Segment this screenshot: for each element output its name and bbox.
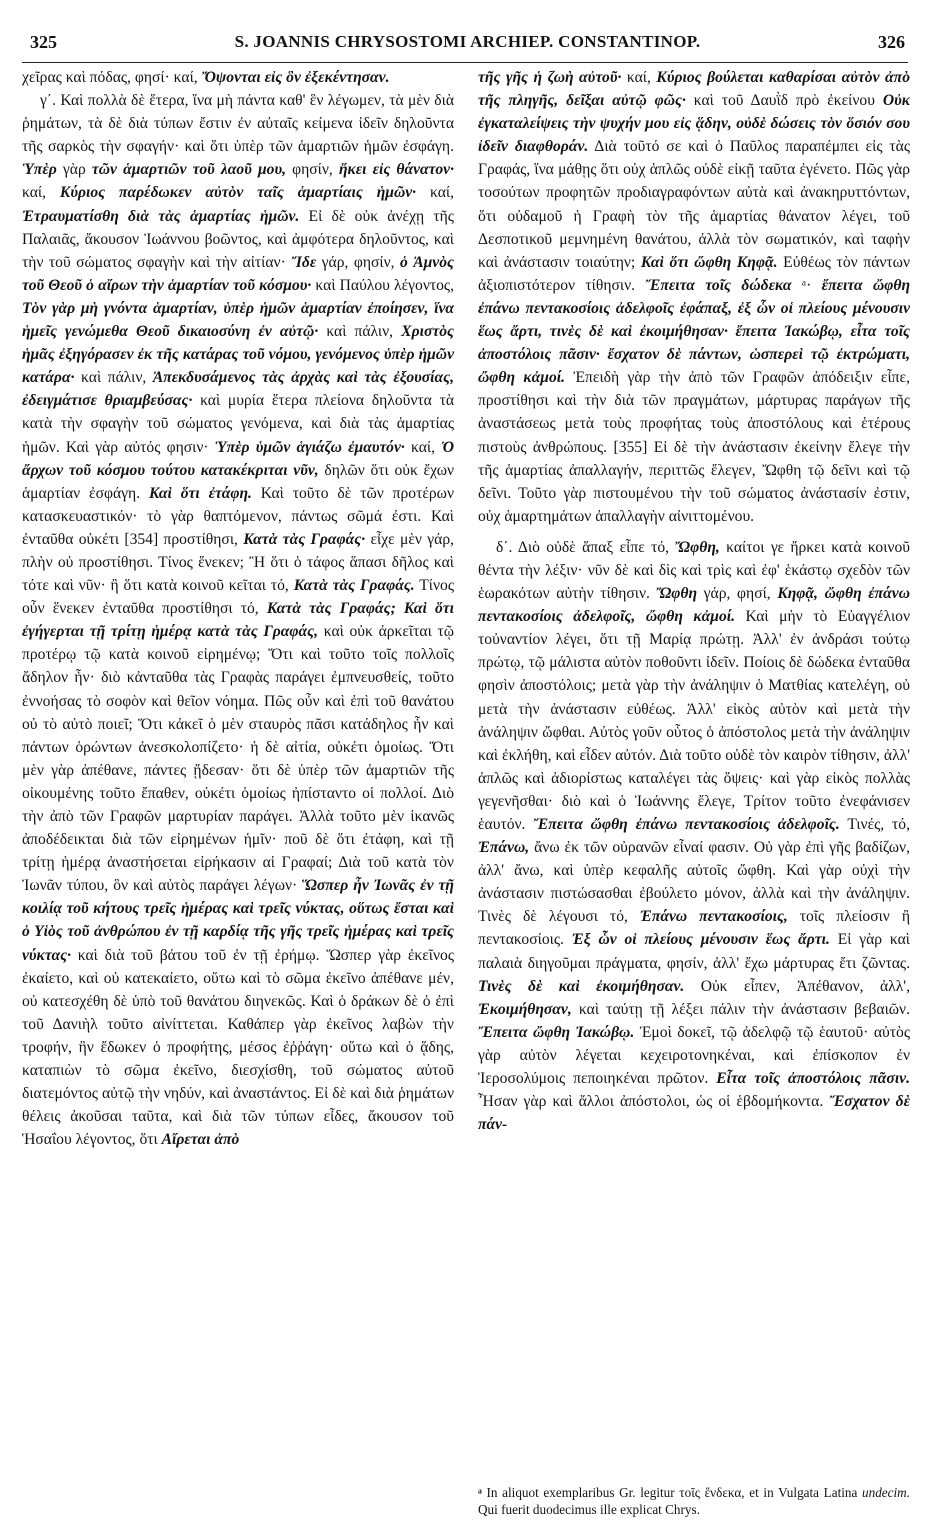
text-run: καὶ πάλιν, <box>318 323 402 341</box>
italic-quotation: Χριστὸς ἡμᾶς ἐξηγόρασεν ἐκ τῆς κατάρας τοῦ νόμου, γενόμενος ὑπὲρ ἡμῶν κατάρα· <box>22 323 454 387</box>
italic-quotation: Κατὰ τὰς Γραφάς; Καὶ ὅτι ἐγήγερται τῇ τρίτῃ ἡμέρᾳ κατὰ τὰς Γραφάς, <box>22 600 454 641</box>
text-run: Καὶ μὴν τὸ Εὐαγγέλιον τοὐναντίον λέγει, ὅτι τῇ Μαρίᾳ πρώτῃ. Ἀλλ' ἐν ἀνδράσι τούτῳ πρώτῳ, τῷ μάλιστα αὐτὸν ποθοῦντι ἰδεῖν. Ποίοις δὲ δώδεκα ἐνταῦθα φησὶν ἀποστόλοις; μετὰ γὰρ τὴν ἀνάληψιν ὁ Ματθίας κατελέγη, οὐ μετὰ τὴν ἀνάστασιν εὐθέως. Ἀλλ' εἰκὸς αὐτὸν καὶ μετὰ τὴν ἀνάληψιν ὤφθαι. Αὐτὸς γοῦν οὗτος ὁ ἀπόστολος μετὰ τὴν ἀνάληψιν καὶ ἐκλήθη, καὶ εἶδεν αὐτόν. Διὰ τοῦτο οὐδὲ τὸν καιρὸν τίθησιν, ἀλλ' ἁπλῶς καὶ ἀδιορίστως καταλέγει τὰς ὄψεις· καὶ γὰρ εἰκὸς πολλὰς γεγενῆσθαι· διὸ καὶ ὁ Ἰωάννης ἔλεγε, Τρίτον τοῦτο ἐνεφάνισεν ἑαυτόν. <box>478 608 910 833</box>
italic-quotation: Ὥσπερ ἦν Ἰωνᾶς ἐν τῇ κοιλίᾳ τοῦ κήτους τρεῖς ἡμέρας καὶ τρεῖς νύκτας, οὕτως ἔσται καὶ ὁ Υἱὸς τοῦ ἀνθρώπου ἐν τῇ καρδίᾳ τῆς γῆς τρεῖς ἡμέρας καὶ τρεῖς νύκτας· <box>22 877 454 964</box>
italic-quotation: Ἔπειτα ὤφθη ἐπάνω πεντακοσίοις ἀδελφοῖς. <box>533 816 840 833</box>
text-run: In aliquot exemplaribus Gr. legitur τοῖς ἕνδεκα, et in Vulgata Latina <box>481 1485 863 1500</box>
text-run: δ΄. Διὸ οὐδὲ ἅπαξ εἶπε τό, <box>496 538 676 556</box>
text-run: καίτοι γε ἤρκει κατὰ κοινοῦ θέντα τὴν λέξιν· νῦν δὲ καὶ δὶς καὶ τρὶς καὶ ἐφ' ἑκάστῳ σχεδὸν τῶν ἑωρακότων αὐτὴν τίθησιν. <box>478 538 910 603</box>
right-column <box>478 66 910 1476</box>
page-number-right: 326 <box>878 32 905 52</box>
paragraph <box>478 66 910 528</box>
text-run: γ΄. Καὶ πολλὰ δὲ ἕτερα, ἵνα μὴ πάντα καθ' ἓν λέγωμεν, τὰ μὲν διὰ ῥημάτων, τὰ δὲ διὰ τύπων ἔστιν ἐν αὐταῖς κείμενα ἰδεῖν δηλοῦντα τῆς σαρκὸς τὴν σφαγήν· καὶ ὅτι ὑπὲρ τῶν ἁμαρτιῶν ἡμῶν ἐσφάγη. <box>22 92 454 156</box>
text-run: Ἦσαν γὰρ καὶ ἄλλοι ἀπόστολοι, ὡς οἱ ἑβδομήκοντα. <box>478 1093 830 1111</box>
text-run: γὰρ <box>56 161 92 179</box>
text-run: καὶ μυρία ἕτερα πλείονα δηλοῦντα τὰ κατὰ τὴν σφαγὴν τοῦ σώματος γενόμενα, καὶ διὰ τὰς ἁμαρτίας ἡμῶν. Καὶ γὰρ αὐτός φησιν· <box>22 392 454 456</box>
running-header <box>30 32 905 60</box>
text-run: καὶ τοῦ Δαυῒδ πρὸ ἐκείνου <box>685 92 883 110</box>
text-run: γάρ, φησί, <box>697 585 778 603</box>
text-run: Ἐμοὶ δοκεῖ, τῷ ἀδελφῷ τῷ ἑαυτοῦ· αὐτὸς γὰρ αὐτὸν λέγεται κεχειροτονηκέναι, καὶ ἐπίσκοπον ἐν Ἱεροσολύμοις πεποιηκέναι πρῶτον. <box>478 1023 910 1088</box>
italic-quotation: Ὤφθη, <box>675 538 720 556</box>
text-run: Τινές, τό, <box>839 816 910 833</box>
text-run: καὶ πάλιν, <box>74 369 153 387</box>
text-run: Τίνος οὖν ἕνεκεν ἐνταῦθα προστίθησι τό, <box>22 577 454 618</box>
paragraph <box>22 66 454 89</box>
text-run: Διὰ τοῦτό σε καὶ ὁ Παῦλος παραπέμπει εἰς τὰς Γραφάς, ἵνα μάθῃς ὅτι οὐχ ἁπλῶς οὐδὲ εἰκῇ ταῦτα ἐγένετο. Πῶς γὰρ τοσούτων προφητῶν προδιαγραφόντων αὐτὰ καὶ ἀνακηρυττόντων, ὅτι οὐδαμοῦ ἡ Γραφὴ τὸν τῆς ἁμαρτίας θάνατον λέγει, τοῦ Δεσποτικοῦ μεμνημένη θανάτου, ἀλλὰ τὸν σωματικόν, καὶ ταφὴν καὶ ἀνάστασιν τοιαύτην; <box>478 138 910 271</box>
italic-quotation: Ἐκοιμήθησαν, <box>478 1000 572 1018</box>
italic-quotation: Ὄψονται εἰς ὃν ἐξεκέντησαν. <box>201 69 390 86</box>
italic-quotation: ἔπειτα ὤφθη ἐπάνω πεντακοσίοις ἀδελφοῖς ἐφάπαξ, ἐξ ὧν οἱ πλείους μένουσιν ἕως ἄρτι, τινὲς δὲ καὶ ἐκοιμήθησαν· ἔπειτα Ἰακώβῳ, εἶτα τοῖς ἀποστόλοις πᾶσιν· ἔσχατον δὲ πάντων, ὡσπερεὶ τῷ ἐκτρώματι, ὤφθη κἀμοί. <box>478 276 910 387</box>
italic-quotation: Ἐπάνω, <box>478 839 530 857</box>
italic-quotation: Ἐπάνω πεντακοσίοις, <box>639 908 788 926</box>
paragraph <box>478 536 910 1136</box>
italic-quotation: Εἶτα τοῖς ἀποστόλοις πᾶσιν. <box>716 1070 910 1088</box>
italic-quotation: Ἀπεκδυσάμενος τὰς ἀρχὰς καὶ τὰς ἐξουσίας, ἐδειγμάτισε θριαμβεύσας· <box>22 369 454 410</box>
text-run: καί, <box>621 69 657 86</box>
italic-quotation: Ὁ ἄρχων τοῦ κόσμου τούτου κατακέκριται νῦν, <box>22 438 454 479</box>
italic-quotation: Αἴρεται ἀπὸ <box>161 1131 240 1149</box>
text-run: φησίν, <box>286 161 339 179</box>
text-run: ᵃ· <box>791 276 822 294</box>
text-run: ἄνω ἐκ τῶν οὐρανῶν εἶναί φασιν. Οὐ γὰρ ἐπὶ γῆς βαδίζων, ἀλλ' ἄνω, καὶ ὑπὲρ κεφαλῆς αὐτοῖς ὤφθη. Καὶ γὰρ οὐχὶ τὴν ἀνάστασιν πιστώσασθαι ἐβούλετο μόνον, ἀλλὰ καὶ τὴν ἀνάληψιν. Τινὲς δὲ λέγουσι τό, <box>478 839 910 926</box>
italic-quotation: Ἴδε <box>291 253 317 271</box>
paragraph <box>22 89 454 1151</box>
text-run: Qui fuerit duodecimus ille explicat Chrys. <box>478 1502 700 1517</box>
left-column <box>22 66 454 1476</box>
italic-quotation: ὁ Ἀμνὸς τοῦ Θεοῦ ὁ αἴρων τὴν ἁμαρτίαν τοῦ κόσμου· <box>22 253 454 294</box>
text-run: καί, <box>22 184 60 202</box>
text-run: καὶ ταύτῃ τῇ λέξει πάλιν τὴν ἀνάστασιν βεβαιῶν. <box>571 1000 910 1018</box>
italic-quotation: Κηφᾷ, ὤφθη ἐπάνω πεντακοσίοις ἀδελφοῖς, ὤφθη κἀμοί. <box>478 585 910 626</box>
text-run: καί, <box>416 184 454 202</box>
italic-quotation: Τὸν γὰρ μὴ γνόντα ἁμαρτίαν, ὑπὲρ ἡμῶν ἁμαρτίαν ἐποίησεν, ἵνα ἡμεῖς γενώμεθα Θεοῦ δικαιοσύνη ἐν αὐτῷ· <box>22 299 454 341</box>
italic-quotation: undecim. <box>862 1485 910 1500</box>
italic-quotation: Κατὰ τὰς Γραφάς. <box>293 577 415 595</box>
italic-quotation: Κύριος βούλεται καθαρίσαι αὐτὸν ἀπὸ τῆς πληγῆς, δεῖξαι αὐτῷ φῶς· <box>478 69 910 110</box>
page-number-left: 325 <box>30 32 57 52</box>
italic-quotation: Κατὰ τὰς Γραφάς· <box>243 530 366 548</box>
text-run: δηλῶν ὅτι οὐκ ἔχων ἁμαρτίαν ἐσφάγη. <box>22 461 454 502</box>
italic-quotation: Ἐτραυματίσθη διὰ τὰς ἁμαρτίας ἡμῶν. <box>22 207 300 225</box>
text-run: Καὶ τοῦτο δὲ τῶν προτέρων κατασκευαστικόν· τὸ γὰρ θαπτόμενον, πάντως σῶμά ἐστι. Καὶ ἐνταῦθα οὐκέτι [354] προστίθησι, <box>22 484 454 548</box>
text-run: καί, <box>404 438 442 456</box>
italic-quotation: Οὐκ ἐγκαταλείψεις τὴν ψυχήν μου εἰς ᾅδην, οὐδὲ δώσεις τὸν ὅσιόν σου ἰδεῖν διαφθοράν. <box>478 92 910 156</box>
italic-quotation: Καὶ ὅτι ἐτάφη. <box>148 484 252 502</box>
text-run: εἶχε μὲν γάρ, πλὴν οὐ προστίθησι. Τίνος ἕνεκεν; Ἢ ὅτι ὁ τάφος ἅπασι δῆλος καὶ τότε καὶ νῦν· ἢ ὅτι κατὰ κοινοῦ κεῖται τό, <box>22 530 454 595</box>
footnote-marker: ᵃ <box>478 1485 482 1500</box>
text-run: γάρ, φησίν, <box>316 253 400 271</box>
italic-quotation: Κύριος παρέδωκεν αὐτὸν ταῖς ἁμαρτίαις ἡμῶν· <box>59 184 417 202</box>
text-run: Οὐκ εἶπεν, Ἀπέθανον, ἀλλ', <box>684 977 910 995</box>
italic-quotation: ἥκει εἰς θάνατον· <box>338 161 454 179</box>
footnote <box>478 1484 910 1518</box>
header-rule <box>22 62 908 63</box>
italic-quotation: Ὑπὲρ ὑμῶν ἁγιάζω ἐμαυτόν· <box>214 438 405 456</box>
italic-quotation: Ἔπειτα τοῖς δώδεκα <box>645 276 792 294</box>
text-run: Εὐθέως τὸν πάντων ἀξιοπιστότερον τίθησιν. <box>478 253 910 294</box>
text-run: καὶ διὰ τοῦ βάτου τοῦ ἐν τῇ ἐρήμῳ. Ὥσπερ γὰρ ἐκεῖνος ἐκαίετο, καὶ οὐ κατεκαίετο, οὕτω καὶ τὸ σῶμα ἐκεῖνο ἀπέθανε μέν, οὐ κατεσχέθη δὲ ὑπὸ τοῦ θανάτου διηνεκῶς. Καὶ ὁ δράκων δὲ ὁ ἐπὶ τοῦ Δανιὴλ τοῦτο αἰνίττεται. Καθάπερ γὰρ ἐκεῖνος λαβὼν τὴν τροφήν, ἣν ἔδωκεν ὁ προφήτης, μέσος ἐῤῥάγη· οὕτω καὶ ὁ ᾅδης, καταπιὼν τὸ σῶμα ἐκεῖνο, διεσχίσθη, τοῦ σώματος αὐτοῦ διατεμόντος αὐτῷ τὴν νηδύν, καὶ ἀναστάντος. Εἰ δὲ καὶ διὰ ῥημάτων θέλεις ἀκοῦσαι ταῦτα, καὶ διὰ τῶν τύπων εἶδες, ἄκουσον τοῦ Ἡσαΐου λέγοντος, ὅτι <box>22 946 454 1149</box>
italic-quotation: Ἐξ ὧν οἱ πλείους μένουσιν ἕως ἄρτι. <box>571 931 830 949</box>
text-run: Ἐπειδὴ γὰρ τὴν ἀπὸ τῶν Γραφῶν ἀπόδειξιν εἶπε, προστίθησι καὶ τὴν διὰ τῶν πραγμάτων, μάρτυρας παράγων τῆς ἀναστάσεως μετὰ τοὺς προφήτας τοὺς ἀποστόλους καὶ ἑτέρους πιστοὺς ἀνθρώπους. [355] Εἰ δὲ τὴν ἀνάστασιν ἐκείνην ἔλεγε τὴν τῆς ἁμαρτίας ἀπαλλαγήν, περιττῶς ἔλεγεν, Ὤφθη τῷ δεῖνι καὶ τῷ δεῖνι. Τοῦτο γὰρ πιστουμένου τὴν τοῦ σώματος ἀνάστασίν ἐστιν, οὐχ ἁμαρτημάτων ἀπαλλαγὴν αἰνιττομένου. <box>478 369 910 525</box>
running-title: S. JOANNIS CHRYSOSTOMI ARCHIEP. CONSTANTINOP. <box>234 32 701 51</box>
italic-quotation: Τινὲς δὲ καὶ ἐκοιμήθησαν. <box>478 977 685 995</box>
text-run: χεῖρας καὶ πόδας, φησί· καί, <box>22 69 202 86</box>
text-run: καὶ Παύλου λέγοντος, <box>311 276 454 294</box>
italic-quotation: Ὤφθη <box>656 585 698 603</box>
italic-quotation: Ἔσχατον δὲ πάν- <box>478 1093 910 1134</box>
italic-quotation: Ὑπὲρ <box>22 161 57 179</box>
italic-quotation: τῶν ἁμαρτιῶν τοῦ λαοῦ μου, <box>91 161 286 179</box>
italic-quotation: Ἔπειτα ὤφθη Ἰακώβῳ. <box>478 1023 635 1041</box>
text-run: τοῖς πλείοσιν ἢ πεντακοσίοις. <box>478 908 910 949</box>
italic-quotation: Καὶ ὅτι ὤφθη Κηφᾷ. <box>640 253 778 271</box>
text-run: καὶ οὐκ ἀρκεῖται τῷ προτέρῳ τῷ κατὰ κοινοῦ εἰρημένῳ; Ὅτι καὶ τοῦτο τοῖς πολλοῖς ἄδηλον ἦν· διὸ κἀνταῦθα τὰς Γραφὰς παράγει ἐμπνευσθείς, τοῦτο ἐννοήσας τὸ σοφὸν καὶ θεῖον νόημα. Πῶς οὖν καὶ ἐπὶ τοῦ θανάτου οὐ τὸ αὐτὸ ποιεῖ; Ὅτι κἀκεῖ ὁ μὲν σταυρὸς πᾶσι κατάδηλος ἦν καὶ πάντων ὁρώντων ἀνεσκολοπίζετο· ἡ δὲ αἰτία, οὐκέτι ὁμοίως. Ὅτι μὲν γὰρ ἀπέθανε, πάντες ᾔδεσαν· ὅτι δὲ ὑπὲρ τῶν ἁμαρτιῶν τῆς οἰκουμένης τοῦτο ἔπαθεν, οὐκέτι ὁμοίως ἠπίσταντο οἱ πολλοί. Διὸ τὴν ἀπὸ τῶν Γραφῶν μαρτυρίαν παράγει. Ἀλλὰ τοῦτο μὲν ἱκανῶς ἀποδέδεικται διὰ τῶν εἰρημένων ἡμῖν· ποῦ δὲ ὅτι ἐτάφη, καὶ τῇ τρίτῃ ἡμέρᾳ ἀναστήσεται εἰρήκασιν αἱ Γραφαί; Διὰ τοῦ κατὰ τὸν Ἰωνᾶν τύπου, ὃν καὶ αὐτὸς παράγει λέγων· <box>22 623 454 895</box>
text-run: Εἰ δὲ οὐκ ἀνέχῃ τῆς Παλαιᾶς, ἄκουσον Ἰωάννου βοῶντος, καὶ ἀμφότερα δηλοῦντος, καὶ τὴν τοῦ σώματος σφαγὴν καὶ τὴν αἰτίαν· <box>22 207 454 271</box>
text-run: Εἰ γὰρ καὶ παλαιὰ διηγοῦμαι πράγματα, φησίν, ἀλλ' ἔχω μάρτυρας ἔτι ζῶντας. <box>478 931 910 972</box>
italic-quotation: τῆς γῆς ἡ ζωὴ αὐτοῦ· <box>478 69 622 86</box>
